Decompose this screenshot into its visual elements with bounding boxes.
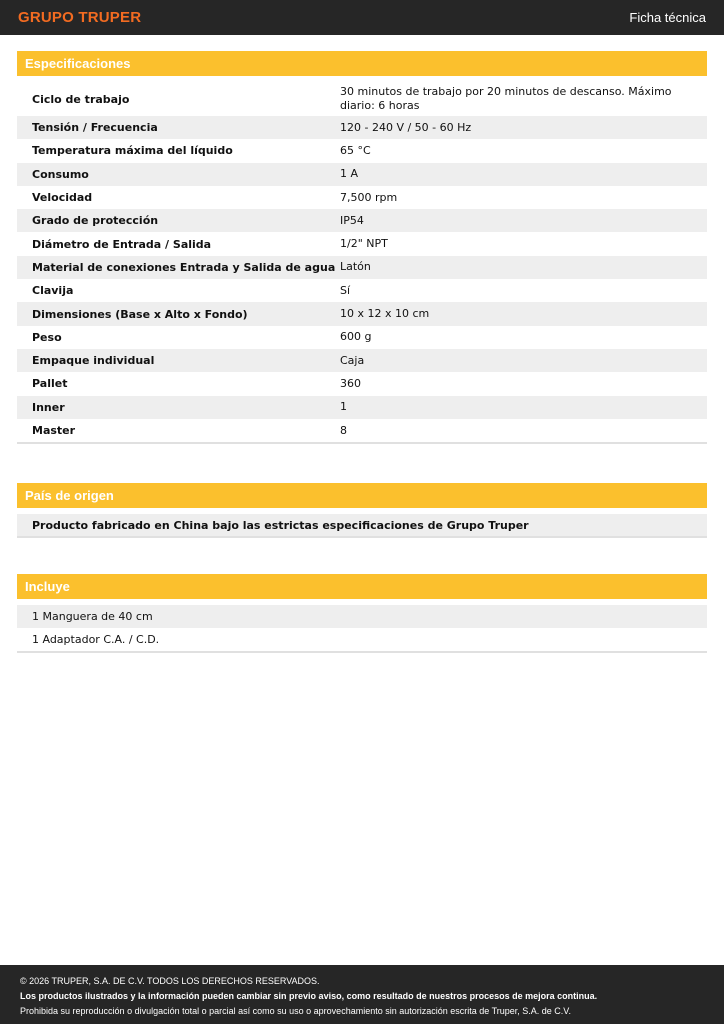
specifications-header: Especificaciones [17, 51, 707, 76]
spec-label: Grado de protección [32, 214, 159, 228]
spec-label: Master [32, 424, 76, 437]
spec-value: IP54 [340, 213, 364, 227]
spec-row [17, 116, 707, 139]
spec-row [17, 279, 707, 302]
spec-row [17, 419, 707, 442]
spec-row [17, 82, 707, 116]
origin-header: País de origen [17, 483, 707, 508]
footer [0, 965, 724, 1024]
spec-label: Tensión / Frecuencia [32, 121, 158, 135]
spec-row [17, 256, 707, 279]
specifications-table [17, 82, 707, 444]
spec-label: Diámetro de Entrada / Salida [32, 237, 212, 251]
spec-value: 1 [340, 400, 347, 414]
footer-copyright: © 2026 TRUPER, S.A. DE C.V. TODOS LOS DERECHOS RESERVADOS. [20, 976, 320, 986]
spec-row [17, 209, 707, 232]
spec-label: Consumo [32, 167, 89, 181]
spec-label: Inner [32, 400, 65, 414]
spec-value: 120 - 240 V / 50 - 60 Hz [340, 120, 472, 134]
list-item: 1 Adaptador C.A. / C.D. [32, 633, 160, 646]
spec-label: Velocidad [32, 191, 93, 205]
spec-label: Clavija [32, 284, 74, 298]
spec-row [17, 372, 707, 395]
spec-label: Material de conexiones Entrada y Salida de agua [32, 260, 336, 274]
list-item: 1 Manguera de 40 cm [17, 605, 707, 628]
spec-label: Pallet [32, 377, 68, 391]
spec-label: Dimensiones (Base x Alto x Fondo) [32, 307, 248, 321]
spec-value: 30 minutos de trabajo por 20 minutos de descanso. Máximo diario: 6 horas [340, 85, 672, 112]
spec-row [17, 396, 707, 419]
spec-row [17, 302, 707, 325]
brand-logo: GRUPO TRUPER [18, 9, 142, 26]
spec-label: Ciclo de trabajo [32, 92, 130, 106]
specifications-section [17, 51, 707, 444]
origin-section [17, 483, 707, 538]
spec-value: 7,500 rpm [340, 190, 398, 204]
spec-value: 1/2" NPT [340, 237, 388, 251]
spec-row [17, 349, 707, 372]
top-bar [0, 0, 724, 35]
includes-header: Incluye [17, 574, 707, 599]
footer-prohibition: Prohibida su reproducción o divulgación total o parcial así como su uso o aprovechamiento sin autorización escrita de Truper, S.A. de C.V. [20, 1006, 571, 1016]
spec-value: 360 [340, 376, 361, 390]
spec-row [17, 232, 707, 255]
spec-row [17, 139, 707, 162]
footer-notice: Los productos ilustrados y la información pueden cambiar sin previo aviso, como resultado de nuestros procesos de mejora continua. [20, 991, 598, 1001]
includes-section [17, 574, 707, 653]
spec-value: Sí [340, 283, 351, 297]
spec-value: 10 x 12 x 10 cm [340, 307, 430, 321]
document-type-title: Ficha técnica [629, 10, 706, 25]
spec-value: 1 A [340, 167, 359, 181]
spec-label: Temperatura máxima del líquido [32, 144, 233, 158]
includes-list [17, 605, 707, 653]
spec-value: 8 [340, 423, 347, 437]
spec-row [17, 326, 707, 349]
spec-label: Empaque individual [32, 354, 155, 368]
spec-value: 65 °C [340, 143, 371, 157]
spec-row [17, 186, 707, 209]
spec-value: Caja [340, 353, 365, 367]
spec-row [17, 163, 707, 186]
spec-value: 600 g [340, 330, 372, 344]
spec-value: Latón [340, 260, 371, 274]
spec-label: Peso [32, 330, 62, 344]
origin-statement: Producto fabricado en China bajo las estrictas especificaciones de Grupo Truper [17, 514, 707, 538]
